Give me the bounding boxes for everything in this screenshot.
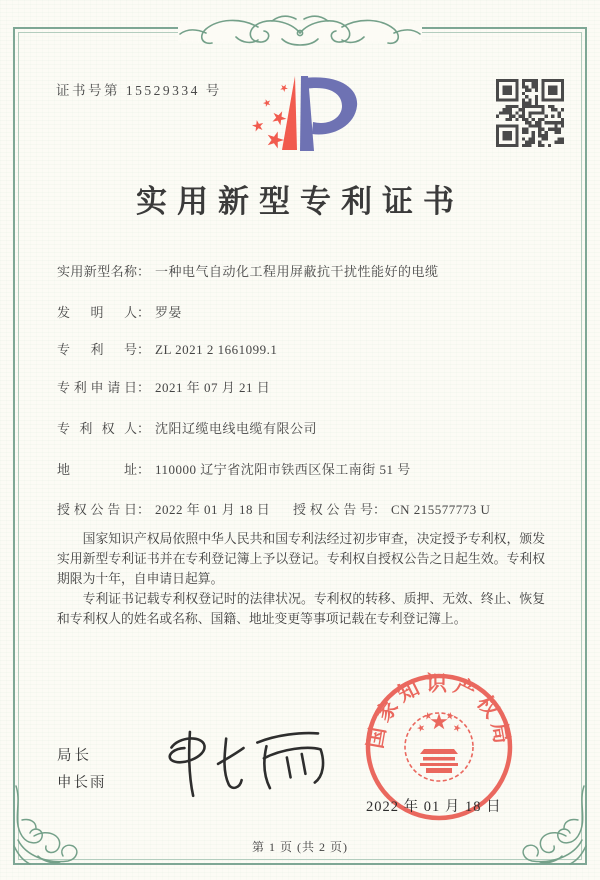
field-colon: ： [137,462,151,477]
field-label: 实用新型名称 [57,264,137,279]
field-row-grant [57,499,557,518]
grant-date-stamp: 2022 年 01 月 18 日 [366,799,502,815]
top-flourish-ornament [140,7,460,51]
field-row-filing-date [57,377,557,396]
field-row-name [57,261,557,280]
field-colon: ： [137,421,151,436]
field-value: 罗晏 [155,305,183,320]
field-colon: ： [137,264,151,279]
field-label: 专利权人 [57,421,137,436]
bottom-right-flourish-ornament [512,784,592,870]
certificate-number: 证书号第 15529334 号 [56,83,222,98]
grant-number-value: CN 215577773 U [391,502,491,517]
page-number-footer: 第 1 页 (共 2 页) [252,840,348,854]
legal-text-block [57,529,545,629]
field-label: 授权公告日 [57,502,137,517]
bottom-left-flourish-ornament [8,784,88,870]
legal-paragraph-1: 国家知识产权局依照中华人民共和国专利法经过初步审查，决定授予专利权，颁发实用新型专利证书并在专利登记簿上予以登记。专利权自授权公告之日起生效。专利权期限为十年，自申请日起算。 [57,532,545,586]
legal-paragraph-2: 专利证书记载专利权登记时的法律状况。专利权的转移、质押、无效、终止、恢复和专利权人的姓名或名称、国籍、地址变更等事项记载在专利登记簿上。 [57,592,545,626]
field-row-patentee [57,418,557,437]
grant-number-pair [293,499,490,518]
cnipa-logo-icon [242,74,368,172]
field-colon: ： [137,305,151,320]
field-row-patent-no [57,339,557,358]
field-row-address [57,459,557,478]
field-colon: ： [373,502,387,517]
field-colon: ： [137,502,151,517]
svg-text:国家知识产权局 [363,671,515,750]
field-label: 发明人 [57,305,137,320]
field-value: 沈阳辽缆电线电缆有限公司 [155,421,318,436]
grant-date-value: 2022 年 01 月 18 日 [155,502,271,517]
field-label: 授权公告号 [293,502,373,517]
field-value: 110000 辽宁省沈阳市铁西区保工南街 51 号 [155,462,411,477]
field-colon: ： [137,342,151,357]
field-label: 专利号 [57,342,137,357]
handwritten-signature-icon [154,715,335,809]
seal-ring-text: 国家知识产权局 [362,671,516,751]
field-colon: ： [137,380,151,395]
field-value: ZL 2021 2 1661099.1 [155,342,278,357]
field-value: 一种电气自动化工程用屏蔽抗干扰性能好的电缆 [155,264,439,279]
director-printed-name: 申长雨 [57,775,107,791]
field-value: 2021 年 07 月 21 日 [155,380,271,395]
field-row-inventor [57,302,557,321]
qr-code-icon [496,79,564,147]
field-label: 专利申请日 [57,380,137,395]
certificate-title: 实用新型专利证书 [136,184,464,219]
director-title: 局长 [57,748,92,764]
field-label: 地址 [57,462,137,477]
